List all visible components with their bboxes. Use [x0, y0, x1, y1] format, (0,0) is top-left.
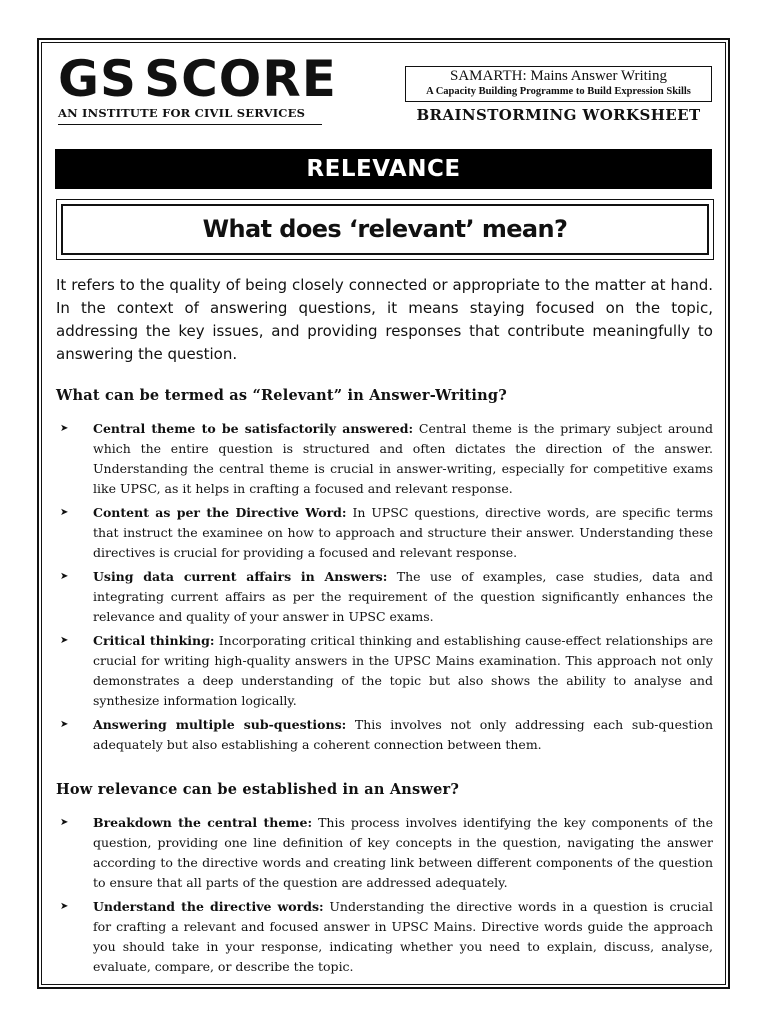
bullet-lead: Answering multiple sub-questions:	[93, 717, 347, 732]
arrow-bullet-icon: ➤	[60, 571, 69, 582]
worksheet-label: BRAINSTORMING WORKSHEET	[416, 106, 701, 124]
bullet-text: Incorporating critical thinking and establishing cause-effect relationships are crucial for writing high-quality answers in the UPSC Mains examination. This approach not only demonstrates a deep understanding of the topic but also shows the ability to analyse and synthesize information logically.	[93, 633, 713, 708]
section-2-heading: How relevance can be established in an Answer?	[56, 781, 460, 798]
section-2-list	[56, 813, 713, 981]
bullet-item	[56, 897, 713, 977]
logo-right-text: SCORE	[144, 50, 337, 108]
question-heading: What does ‘relevant’ mean?	[61, 204, 709, 255]
bullet-lead: Breakdown the central theme:	[93, 815, 313, 830]
logo-tagline: AN INSTITUTE FOR CIVIL SERVICES	[58, 106, 322, 125]
bullet-text: Understanding the directive words in a question is crucial for crafting a relevant and focused answer in UPSC Mains. Directive words guide the approach you should take in your response, indicating whether you need to explain, discuss, analyse, evaluate, compare, or describe the topic.	[93, 899, 713, 974]
bullet-text: The use of examples, case studies, data and integrating current affairs as per the requirement of the question significantly enhances the relevance and quality of your answer in UPSC exams.	[93, 569, 713, 624]
topic-title-bar: RELEVANCE	[55, 149, 712, 189]
bullet-item	[56, 419, 713, 499]
bullet-text: In UPSC questions, directive words, are specific terms that instruct the examinee on how to approach and structure their answer. Understanding these directives is crucial for providing a focused and relevant response.	[93, 505, 713, 560]
arrow-bullet-icon: ➤	[60, 507, 69, 518]
arrow-bullet-icon: ➤	[60, 423, 69, 434]
gs-score-logo	[58, 50, 337, 125]
bullet-item	[56, 813, 713, 893]
bullet-lead: Critical thinking:	[93, 633, 215, 648]
intro-paragraph: It refers to the quality of being closely connected or appropriate to the matter at hand. In the context of answering questions, it means staying focused on the topic, addressing the key issues, and providing responses that contribute meaningfully to answering the question.	[56, 276, 713, 363]
section-1-list	[56, 419, 713, 759]
bullet-item	[56, 715, 713, 755]
arrow-bullet-icon: ➤	[60, 635, 69, 646]
arrow-bullet-icon: ➤	[60, 719, 69, 730]
bullet-lead: Using data current affairs in Answers:	[93, 569, 388, 584]
program-box	[405, 66, 712, 102]
bullet-lead: Understand the directive words:	[93, 899, 324, 914]
arrow-bullet-icon: ➤	[60, 901, 69, 912]
bullet-text: This involves not only addressing each sub-question adequately but also establishing a coherent connection between them.	[93, 717, 713, 752]
arrow-bullet-icon: ➤	[60, 817, 69, 828]
bullet-text: Central theme is the primary subject around which the entire question is structured and often dictates the direction of the answer. Understanding the central theme is crucial in answer-writing, especially for competitive exams like UPSC, as it helps in crafting a focused and relevant response.	[93, 421, 713, 496]
program-subtitle: A Capacity Building Programme to Build Expression Skills	[426, 86, 691, 97]
bullet-item	[56, 631, 713, 711]
bullet-item	[56, 503, 713, 563]
logo-wordmark	[58, 50, 337, 108]
logo-left-text: GS	[58, 50, 138, 108]
program-title: SAMARTH: Mains Answer Writing	[450, 68, 667, 84]
bullet-lead: Content as per the Directive Word:	[93, 505, 347, 520]
bullet-lead: Central theme to be satisfactorily answered:	[93, 421, 414, 436]
bullet-text: This process involves identifying the key components of the question, providing one line definition of key concepts in the question, navigating the answer according to the directive words and creating link between different components of the question to ensure that all parts of the question are addressed adequately.	[93, 815, 713, 890]
bullet-item	[56, 567, 713, 627]
section-1-heading: What can be termed as “Relevant” in Answer-Writing?	[56, 387, 507, 404]
